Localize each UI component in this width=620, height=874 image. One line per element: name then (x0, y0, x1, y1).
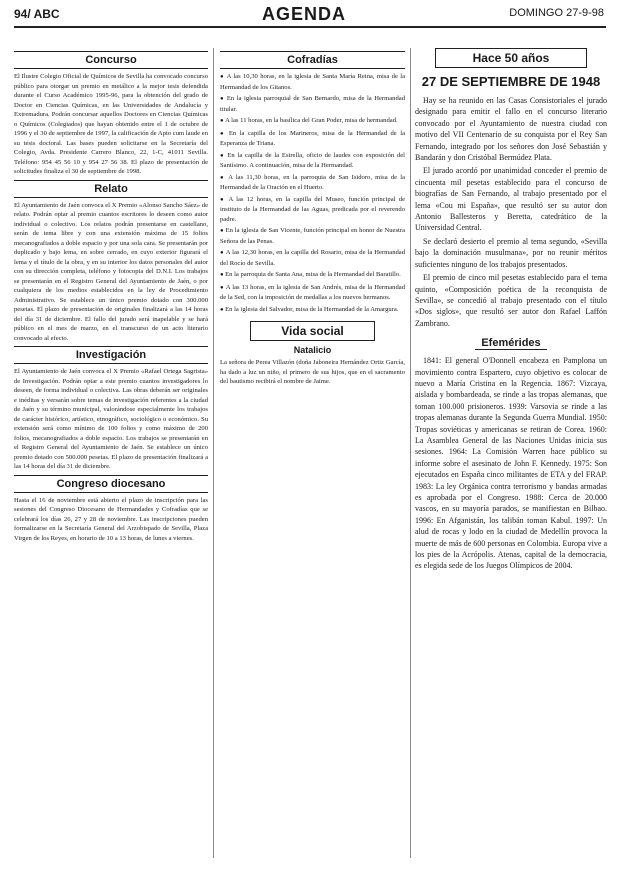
cofradias-item-text: A las 11,30 horas, en la parroquia de San Isidoro, misa de la Hermandad de la Oración en el Huerto. (220, 173, 405, 191)
page-number: 94/ ABC (14, 7, 60, 21)
section-title: AGENDA (262, 4, 347, 24)
issue-date: DOMINGO 27-9-98 (509, 7, 604, 19)
cofradias-item (220, 305, 405, 316)
concurso-title: Concurso (14, 51, 208, 69)
hace-50-paragraph: Se declaró desierto el premio al tema segundo, «Sevilla bajo la dominación musulmana», por no reunir méritos suficientes ninguno de los trabajos presentados. (415, 236, 607, 269)
bullet-icon: ● (220, 130, 229, 137)
congreso-body: Hasta el 16 de noviembre está abierto el plazo de inscripción para las sesiones del Congreso Diocesano de Hermandades y Cofradías que se celebrará los días 26, 27 y 28 de noviembre. Las inscripciones pueden formalizarse en la Secretaría General del Arzobispado de Sevilla, Plaza Virgen de los Reyes, en horario de 10 a 13 horas, de lunes a viernes. (14, 496, 208, 542)
cofradias-item-text: A las 12,30 horas, en la capilla del Rosario, misa de la Hermandad del Rocío de Sevilla. (220, 249, 405, 267)
column-right (415, 48, 607, 860)
bullet-icon: ● (220, 250, 226, 256)
bullet-icon: ● (220, 174, 229, 181)
cofradias-item-text: A las 10,30 horas, en la iglesia de Santa María Reina, misa de la Hermandad de los Gitanos. (220, 73, 405, 91)
bullet-icon: ● (220, 152, 228, 159)
cofradias-item-text: En la iglesia del Salvador, misa de la Hermandad de la Amargura. (225, 305, 399, 313)
cofradias-item (220, 129, 405, 149)
investigacion-body: El Ayuntamiento de Jaén convoca el X Premio «Rafael Ortega Sagrista» de Investigación. Podrán optar a este premio cuantos investigadores lo deseen, de forma individual o colectiva. Las obras deberán ser originales e inéditas y versarán sobre temas de investigación referentes a la ciudad de Jaén y su término municipal, valorándose especialmente los trabajos de carácter histórico, artístico, etnográfico, sociológico o económico. Su extensión será como mínimo de 100 folios y como máximo de 200 folios, mecanografiados a doble espacio. Los trabajos se presentarán en el Registro General del Ayuntamiento de Jaén. Se establece un único premio dotado con 500.000 pesetas. El plazo de presentación finalizará a las 14 horas del día 31 de diciembre. (14, 368, 208, 470)
relato-body: El Ayuntamiento de Jaén convoca el X Premio «Alonso Sancho Sáez» de relato. Podrán optar al premio cuantos escritores lo deseen como autor individual o colectivo. Los relatos podrán presentarse en castellano, serán de tema libre y con una extensión máxima de 15 folios mecanografiados a doble espacio y por una sola cara. Se presentarán por duplicado y bajo lema, en sobre cerrado, en cuyo exterior figurará el lema y el título de la obra, y en su interior los datos personales del autor con su dirección completa, teléfono y fotocopia del D.N.I. Los trabajos se presentarán en el Registro General del Ayuntamiento de Jaén, o por cualquiera de los medios establecidos en la ley de Procedimiento Administrativo. Se establece un único premio dotado con 300.000 pesetas. El plazo de presentación de originales finalizará a las 14 horas del día 31 de diciembre. El fallo del jurado será inapelable y se hará público en el mes de marzo, en el transcurso de un acto literario convocado al efecto. (14, 201, 208, 342)
efemerides-title-text: Efemérides (475, 337, 546, 350)
hace-50-paragraph: El premio de cinco mil pesetas establecido para el tema quinto, «Composición poética de la reconquista de Sevilla», se concedió al trabajo presentado con el título «Dos siglos», que resultó ser autor don Rafael Laffón Zambrano. (415, 273, 607, 328)
cofradias-item-text: En la parroquia de Santa Ana, misa de la Hermandad del Baratillo. (225, 271, 401, 278)
bullet-icon: ● (220, 118, 226, 124)
cofradias-item (220, 195, 405, 225)
hace-50-paragraph: Hay se ha reunido en las Casas Consistoriales el jurado designado para emitir el fallo en el concurso literario convocado por el Ayuntamiento de nuestra ciudad con motivo del VII Centenario de su conquista por el Rey San Fernando, integrado por los señores don José Sebastián y Bandarán y don Cristóbal Bermúdez Plata. (415, 96, 607, 163)
relato-title: Relato (14, 180, 208, 198)
bullet-icon: ● (220, 74, 227, 80)
bullet-icon: ● (220, 306, 226, 313)
concurso-body: El Ilustre Colegio Oficial de Químicos de Sevilla ha convocado concurso público para otorgar un premio en metálico a la mejor tesis defendida durante el Curso Académico 1995-96, para la obtención del grado de Doctor en Ciencias Químicas, en las Universidades de Andalucía y Extremadura. Podrán concursar aquellos Doctores en Ciencias Químicas o Químicos (Colegiados) que hayan obtenido entre el 1 de octubre de 1996 y el 30 de septiembre de 1997, la calificación de Apto cum laude en su tesis doctoral. Las bases pueden solicitarse en la Secretaría del Colegio, Avda. Presidente Carrero Blanco, 22, 1-C, 41011 Sevilla. Teléfono: 954 45 56 10 y 954 27 56 38. El plazo de presentación de solicitudes finaliza el 30 de septiembre de 1998. (14, 73, 208, 175)
investigacion-title: Investigación (14, 346, 208, 364)
cofradias-item (220, 173, 405, 193)
cofradias-item (220, 283, 405, 303)
natalicio-title: Natalicio (293, 345, 332, 355)
cofradias-item (220, 151, 405, 171)
cofradias-item (220, 94, 405, 114)
cofradias-item (220, 248, 405, 268)
cofradias-list (220, 72, 405, 315)
cofradias-item (220, 116, 405, 127)
vida-social-title: Vida social (250, 321, 375, 341)
hace-50-paragraph: El jurado acordó por unanimidad conceder el premio de cincuenta mil pesetas establecido para el concurso de biografías de San Fernando, al trabajo presentado por el lema «Cou mi España», que resultó ser su autor don Antonio Ballesteros y Beretta, catedrático de la Universidad Central. (415, 166, 607, 233)
bullet-icon: ● (220, 272, 226, 278)
column-left (14, 48, 208, 858)
column-middle (220, 48, 405, 860)
cofradias-item (220, 72, 405, 92)
cofradias-item-text: A las 11 horas, en la basílica del Gran Poder, misa de hermandad. (225, 117, 398, 124)
cofradias-item (220, 270, 405, 281)
bullet-icon: ● (220, 284, 226, 291)
bullet-icon: ● (220, 196, 229, 203)
cofradias-title: Cofradías (220, 51, 405, 69)
column-divider (213, 48, 214, 858)
hace-50-anos-date: 27 DE SEPTIEMBRE DE 1948 (421, 74, 601, 89)
cofradias-item-text: A las 12 horas, en la capilla del Museo, función principal de instituto de la Hermandad de las Aguas, predicada por el reverendo padre. (220, 195, 405, 223)
bullet-icon: ● (220, 228, 226, 234)
cofradias-item-text: A las 13 horas, en la iglesia de San Andrés, misa de la Hermandad de la Sed, con la imposición de medallas a los nuevos hermanos. (220, 283, 405, 301)
header-rule (14, 26, 606, 28)
bullet-icon: ● (220, 96, 227, 102)
cofradias-item-text: En la iglesia de San Vicente, función principal en honor de Nuestra Señora de las Penas. (220, 227, 405, 245)
column-divider (410, 48, 411, 858)
cofradias-item-text: En la iglesia parroquial de San Bernardo, misa de la Hermandad titular. (220, 95, 405, 113)
page-header (0, 0, 620, 40)
natalicio-body: La señora de Perea Villazón (doña Jaboneira Hernández Ortiz García, ha dado a luz un niño, el primero de sus hijos, que en el sacramento del bautismo recibirá el nombre de Jaime. (220, 359, 405, 385)
efemerides-title (415, 337, 607, 349)
cofradias-item (220, 226, 405, 246)
cofradias-item-text: En la capilla de los Marineros, misa de la Hermandad de la Esperanza de Triana. (220, 129, 405, 147)
efemerides-body: 1841: El general O'Donnell encabeza en Pamplona un movimiento contra Espartero, cuyo objetivo es colocar de nuevo a María Cristina en la Regencia. 1867: Vizcaya, aislada y bombardeada, se rinde a las tropas alemanas, que toman 100.000 prisioneros. 1939: Varsovia se rinde a las tropas alemanas durante la Segunda Guerra Mundial. 1950: Tropas soviéticas y americanas se retiran de Corea. 1960: La Asamblea General de las Naciones Unidas inicia sus sesiones. 1964: La Comisión Warren hace público su informe sobre el asesinato de John F. Kennedy. 1975: Son ejecutados en España cinco militantes de ETA y del FRAP. 1983: La ley Orgánica contra terrorismo y bandas armadas es aprobada por el Congreso. 1988: Cerca de 20.000 vascos, en su mayoría parados, se manifiestan en Bilbao. 1996: En Afganistán, los talibán toman Kabul. 1997: Un alud de rocas y lodo en la ciudad de Medellín provoca la muerte de más de 600 personas en Colombia. Europa vive a los pies de la Acrópolis. Atenas, capital de la democracia, es elegida sede de los Juegos Olímpicos de 2004. (415, 356, 607, 571)
cofradias-item-text: En la capilla de la Estrella, oficio de laudes con exposición del Santísimo. A continuación, misa de la Hermandad. (220, 151, 405, 169)
congreso-title: Congreso diocesano (14, 475, 208, 493)
hace-50-anos-title: Hace 50 años (435, 48, 587, 68)
